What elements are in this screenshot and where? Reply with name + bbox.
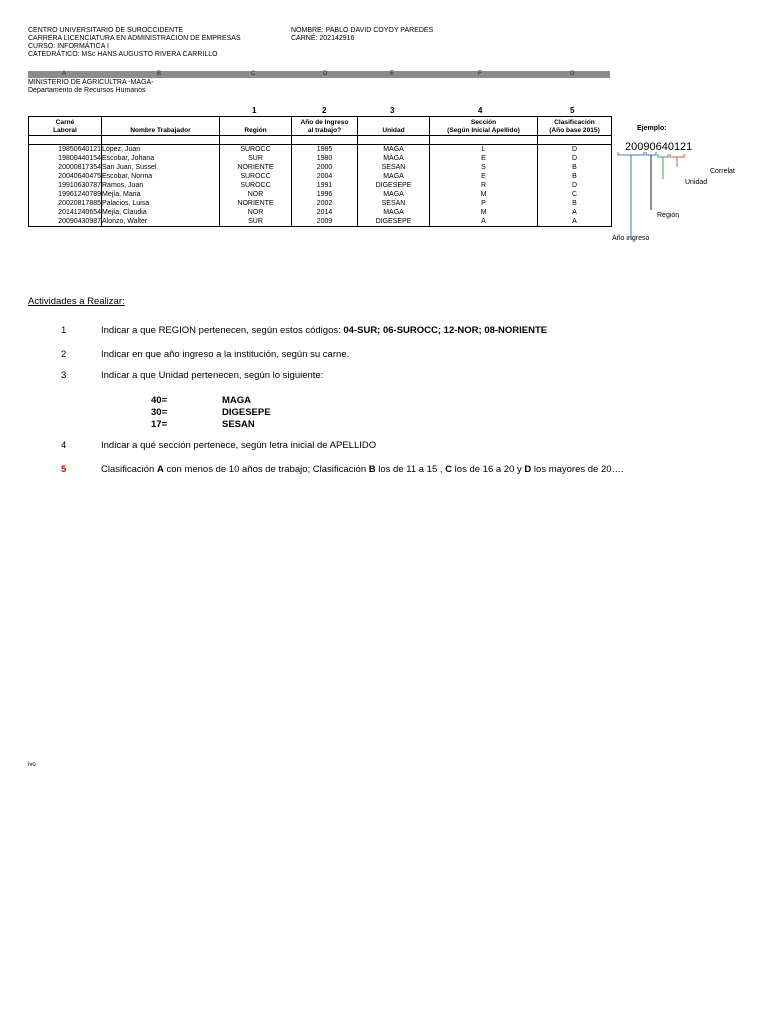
column-letter: D [323, 71, 328, 77]
department-name: Departamento de Recursos Humanos [28, 87, 146, 94]
table-cell: SUROCC [220, 145, 292, 155]
unit-bracket [658, 154, 668, 157]
column-letter: F [478, 71, 482, 77]
table-cell: Ramos, Juan [102, 181, 220, 190]
table-cell: MAGA [358, 172, 430, 181]
activity-text: Indicar a que Unidad pertenecen, según lo siguiente: [101, 370, 324, 381]
table-cell: Mejía, Claudia [102, 208, 220, 217]
table-cell: 19910630787 [29, 181, 102, 190]
table-cell: Alonzo, Walter [102, 217, 220, 227]
table-cell: 20040640475 [29, 172, 102, 181]
table-cell: D [538, 145, 612, 155]
column-header-carne: Carné Laboral [29, 117, 102, 136]
correlative-bracket [670, 154, 684, 157]
workers-table [28, 116, 612, 227]
professor-name: CATEDRÁTICO: MSc HANS AUGUSTO RIVERA CARRILLO [28, 51, 218, 58]
table-cell: DIGESEPE [358, 181, 430, 190]
column-header-name: Nombre Trabajador [102, 117, 220, 136]
table-cell: Mejía, Maria [102, 190, 220, 199]
table-cell: Escobar, Norma [102, 172, 220, 181]
table-row [29, 217, 612, 227]
table-cell: D [538, 181, 612, 190]
table-cell: NORIENTE [220, 199, 292, 208]
unit-name: DIGESEPE [222, 407, 271, 418]
table-row [29, 154, 612, 163]
table-cell: R [430, 181, 538, 190]
unit-code: 40= [151, 395, 168, 406]
ministry-name: MINISTERIO DE AGRICULTRA -MAGA- [28, 79, 154, 86]
region-bracket [646, 152, 656, 155]
table-cell: 1985 [292, 145, 358, 155]
table-cell: 2000 [292, 163, 358, 172]
unit-code: 17= [151, 419, 168, 430]
column-number: 5 [570, 106, 575, 115]
table-cell: 2014 [292, 208, 358, 217]
student-id: CARNÉ: 202142916 [291, 35, 355, 42]
table-cell: DIGESEPE [358, 217, 430, 227]
column-header-classification: Clasificación (Año base 2015) [538, 117, 612, 136]
table-cell: E [430, 172, 538, 181]
table-row [29, 199, 612, 208]
unit-code: 30= [151, 407, 168, 418]
spacer-row [29, 136, 612, 145]
example-diagram [612, 150, 702, 242]
student-name: NOMBRE: PABLO DAVID COYOY PAREDES [291, 27, 434, 34]
year-bracket [618, 152, 644, 155]
column-number: 4 [478, 106, 483, 115]
table-header-row [29, 117, 612, 136]
table-cell: S [430, 163, 538, 172]
table-cell: B [538, 199, 612, 208]
table-row [29, 145, 612, 155]
table-cell: M [430, 190, 538, 199]
activity-text: Indicar a qué sección pertenece, según letra inicial de APELLIDO [101, 440, 377, 451]
column-header-year: Año de Ingreso al trabajo? [292, 117, 358, 136]
table-cell: 20000817354 [29, 163, 102, 172]
table-cell: B [538, 172, 612, 181]
table-cell: 2009 [292, 217, 358, 227]
activity-text: Indicar a que REGION pertenecen, según estos códigos: 04-SUR; 06-SUROCC; 12-NOR; 08-NORIENTE [101, 325, 548, 336]
table-cell: NOR [220, 190, 292, 199]
column-letter: C [251, 71, 256, 77]
column-header-section: Sección (Según Inicial Apellido) [430, 117, 538, 136]
table-cell: A [538, 208, 612, 217]
table-cell: D [538, 154, 612, 163]
table-cell: San Juan, Sussel [102, 163, 220, 172]
table-cell: P [430, 199, 538, 208]
column-letter: A [62, 71, 67, 77]
table-cell: 1996 [292, 190, 358, 199]
activity-text: Indicar en que año ingreso a la institución, según su carne. [101, 349, 350, 360]
example-title: Ejemplo: [637, 125, 667, 132]
activity-number: 2 [61, 349, 67, 360]
table-cell: Palacios, Luisa [102, 199, 220, 208]
table-cell: 20020817885 [29, 199, 102, 208]
table-cell: A [430, 217, 538, 227]
column-number: 3 [390, 106, 395, 115]
table-cell: NOR [220, 208, 292, 217]
table-cell: 19800440154 [29, 154, 102, 163]
table-cell: 19961240789 [29, 190, 102, 199]
activity-number: 1 [61, 325, 67, 336]
table-cell: 19850640121 [29, 145, 102, 155]
table-cell: Escobar, Johana [102, 154, 220, 163]
footer-text: ivo [28, 762, 36, 768]
header-right [291, 27, 433, 43]
column-header-unit: Unidad [358, 117, 430, 136]
column-letter-bar [28, 71, 610, 78]
table-cell: MAGA [358, 145, 430, 155]
unit-name: SESAN [222, 419, 255, 430]
table-row [29, 163, 612, 172]
activity-number: 5 [61, 464, 67, 475]
column-letter: E [390, 71, 395, 77]
table-cell: López, Juan [102, 145, 220, 155]
institution-name: CENTRO UNIVERSITARIO DE SUROCCIDENTE [28, 27, 184, 34]
activity-number: 3 [61, 370, 67, 381]
table-cell: C [538, 190, 612, 199]
table-cell: SUROCC [220, 181, 292, 190]
table-row [29, 190, 612, 199]
table-cell: 20141240654 [29, 208, 102, 217]
header-left [28, 27, 241, 59]
table-cell: MAGA [358, 208, 430, 217]
column-header-region: Región [220, 117, 292, 136]
table-cell: SUR [220, 217, 292, 227]
unit-name: MAGA [222, 395, 252, 406]
column-number: 2 [322, 106, 327, 115]
table-row [29, 172, 612, 181]
example-value: 20090640121 [625, 141, 693, 153]
table-cell: MAGA [358, 154, 430, 163]
career-name: CARRERA LICENCIATURA EN ADMINISTRACION DE EMPRESAS [28, 35, 241, 42]
table-cell: L [430, 145, 538, 155]
label-unit: Unidad [685, 179, 708, 186]
table-cell: SESAN [358, 163, 430, 172]
column-letter: G [570, 71, 575, 77]
table-cell: 1980 [292, 154, 358, 163]
activity-text: Clasificación A con menos de 10 años de trabajo; Clasificación B los de 11 a 15 , C los de 16 a 20 y D los mayores de 20…. [101, 464, 624, 475]
table-cell: E [430, 154, 538, 163]
column-number: 1 [252, 106, 257, 115]
label-region: Región [657, 212, 680, 219]
table-cell: 2004 [292, 172, 358, 181]
table-cell: B [538, 163, 612, 172]
course-name: CURSO: INFORMÁTICA I [28, 43, 109, 50]
table-row [29, 181, 612, 190]
activity-number: 4 [61, 440, 67, 451]
table-cell: 20090430987 [29, 217, 102, 227]
table-cell: SUR [220, 154, 292, 163]
label-correlative: Correlat [710, 168, 735, 175]
table-row [29, 208, 612, 217]
column-letter: B [157, 71, 162, 77]
org-block [28, 79, 154, 95]
table-cell: A [538, 217, 612, 227]
table-cell: SUROCC [220, 172, 292, 181]
table-cell: SESAN [358, 199, 430, 208]
table-cell: MAGA [358, 190, 430, 199]
activities-title: Actividades a Realizar: [28, 296, 125, 307]
table-cell: 2002 [292, 199, 358, 208]
table-cell: NORIENTE [220, 163, 292, 172]
label-year: Año ingreso [612, 235, 650, 242]
table-cell: M [430, 208, 538, 217]
table-cell: 1991 [292, 181, 358, 190]
